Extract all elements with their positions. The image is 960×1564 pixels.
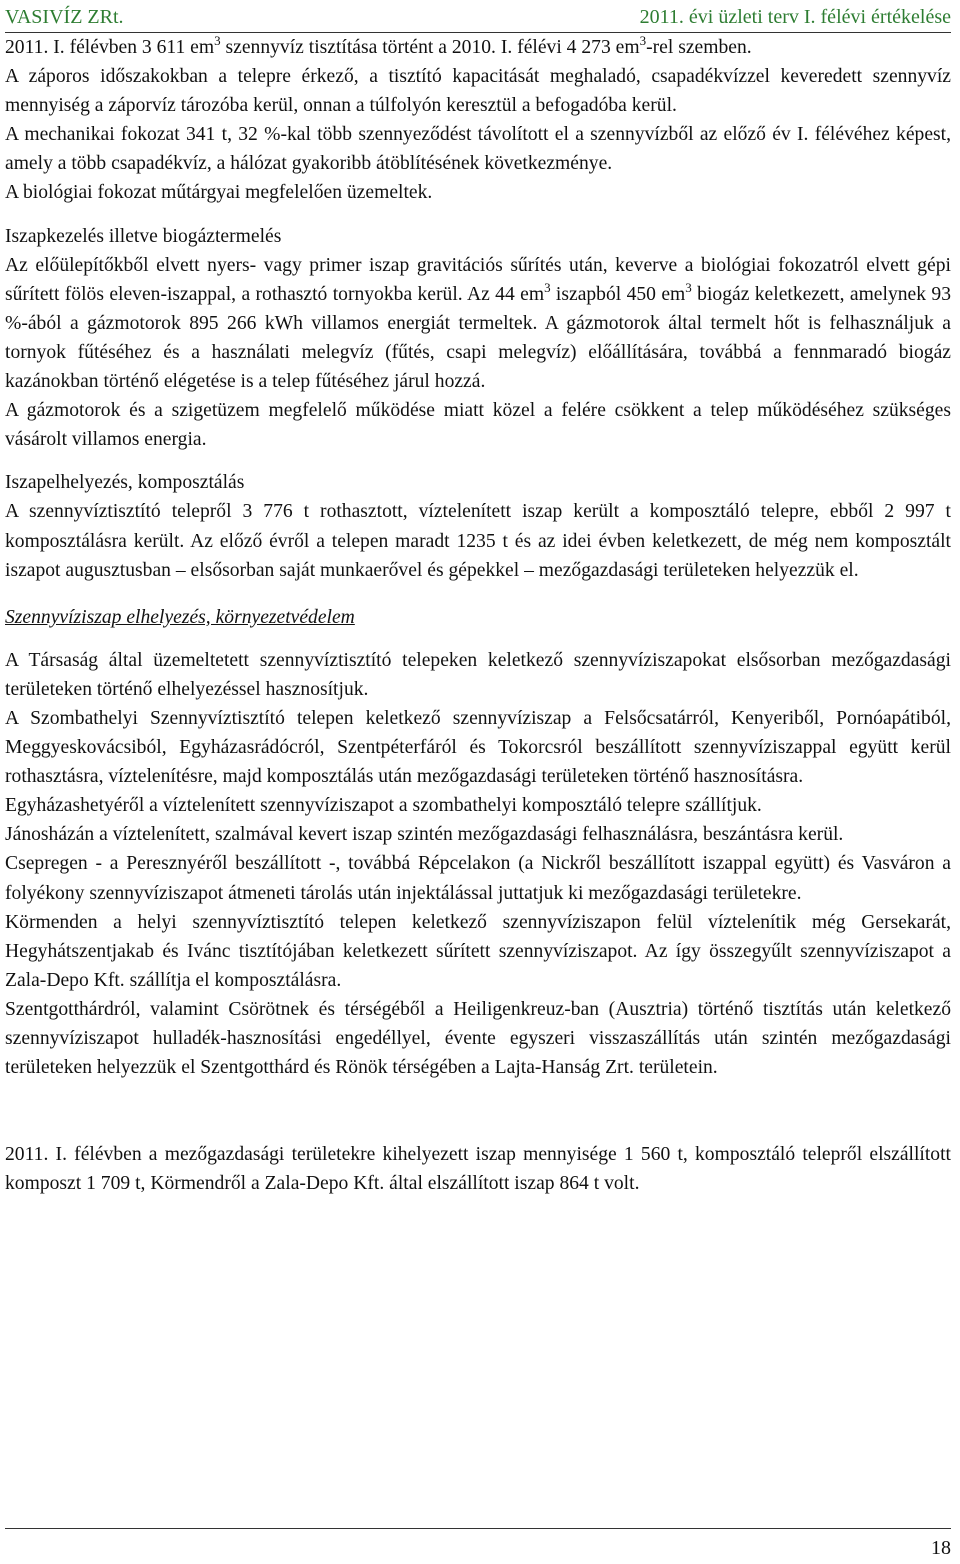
env-paragraph: Jánosházán a víztelenített, szalmával kevert iszap szintén mezőgazdasági felhasználásra, beszántásra kerül. (5, 824, 844, 846)
env-paragraph: Szentgotthárdról, valamint Csörötnek és térségéből a Heiligenkreuz-ban (Ausztria) történő tisztítás után keletkező szennyvíziszapot hulladék-hasznosítási engedéllyel, évente egyszeri visszaszállítás után szintén mezőgazdasági területeken helyezzük el Szentgotthárd és Rönök térségében a Lajta-Hanság Zrt. területein. (5, 998, 951, 1079)
sludge-section-heading: Iszapkezelés illetve biogáztermelés (5, 225, 282, 247)
compost-paragraph: A szennyvíztisztító telepről 3 776 t rothasztott, víztelenített iszap került a komposztáló telepre, ebből 2 997 t komposztálásra került. Az előző évről a telepen maradt 1235 t és az idei évben keletkezett, de még nem komposztált iszapot augusztusban – elsősorban saját munkaerővel és gépekkel – mezőgazdasági területeken helyezzük el. (5, 501, 951, 581)
document-body (5, 33, 951, 1198)
mechanical-stage-paragraph: A mechanikai fokozat 341 t, 32 %-kal több szennyeződést távolított el a szennyvízből az előző év I. félévéhez képest, amely a több csapadékvíz, a hálózat gyakoribb átöblítésének következménye. (5, 124, 951, 175)
env-paragraph: A Társaság által üzemeltetett szennyvíztisztító telepeken keletkező szennyvíziszapokat elsősorban mezőgazdasági területeken történő elhelyezéssel hasznosítjuk. (5, 649, 951, 700)
env-paragraph: Csepregen - a Peresznyéről beszállított -, továbbá Répcelakon (a Nickről beszállított iszappal együtt) és Vasváron a folyékony szennyvíziszapot átmeneti tárolás után injektálással juttatjuk ki mezőgazdasági területekre. (5, 853, 951, 904)
env-paragraph: A Szombathelyi Szennyvíztisztító telepen keletkező szennyvíziszap a Felsőcsatárról, Kenyeriből, Pornóapátiból, Meggyeskovácsiból, Egyházasrádócról, Szentpéterfáról és Tokorcsról beszállított szennyvíziszappal együtt kerül rothasztásra, víztelenítésre, majd komposztálás után mezőgazdasági területeken történő hasznosításra. (5, 707, 951, 788)
header-report-title: 2011. évi üzleti terv I. félévi értékelése (639, 6, 951, 28)
page-number: 18 (931, 1537, 951, 1559)
gas-engine-paragraph: A gázmotorok és a szigetüzem megfelelő működése miatt közel a felére csökkent a telep működéséhez szükséges vásárolt villamos energia. (5, 400, 951, 451)
wastewater-volume-paragraph: 2011. I. félévben 3 611 $em^3$ szennyvíz tisztítása történt a 2010. I. félévi 4 273 $em^3$-rel szemben. (5, 33, 752, 58)
footer-rule (5, 1528, 951, 1529)
storm-period-paragraph: A záporos időszakokban a telepre érkező, a tisztító kapacitását meghaladó, csapadékvízzel keveredett szennyvíz mennyiség a záporvíz tározóba kerül, onnan a túlfolyón keresztül a befogadóba kerül. (5, 66, 951, 117)
compost-section-heading: Iszapelhelyezés, komposztálás (5, 472, 245, 494)
summary-paragraph: 2011. I. félévben a mezőgazdasági területekre kihelyezett iszap mennyisége 1 560 t, komposztáló telepről elszállított komposzt 1 709 t, Körmendről a Zala-Depo Kft. által elszállított iszap 864 t volt. (5, 1144, 951, 1195)
env-paragraph: Egyházashetyéről a víztelenített szennyvíziszapot a szombathelyi komposztáló telepre szállítjuk. (5, 795, 762, 817)
environment-section-heading: Szennyvíziszap elhelyezés, környezetvédelem (5, 606, 355, 628)
biological-stage-paragraph: A biológiai fokozat műtárgyai megfelelően üzemeltek. (5, 182, 433, 204)
env-paragraph: Körmenden a helyi szennyvíztisztító telepen keletkező szennyvíziszapon felül víztelenítik még Gersekarát, Hegyhátszentjakab és Ivánc tisztítójában keletkezett sűrített szennyvíziszapot. Az így összegyűlt szennyvíziszapot a Zala-Depo Kft. szállítja el komposztálásra. (5, 911, 951, 991)
page-header (5, 2, 951, 33)
sludge-treatment-paragraph: Az előülepítőkből elvett nyers- vagy primer iszap gravitációs sűrítés után, keverve a biológiai fokozatról elvett gépi sűrített fölös eleven-iszappal, a rothasztó tornyokba kerül. Az 44 $em^3$ iszapból 450 $em^3$ biogáz keletkezett, amelynek 93 %-ából a gázmotorok 895 266 kWh villamos energiát termeltek. A gázmotorok által termelt hőt is felhasználjuk a tornyok fűtéséhez és a használati melegvíz (fűtés, csapi melegvíz) előállítására, továbbá a fennmaradó biogáz kazánokban történő elégetése is a telep fűtéséhez járul hozzá. (5, 254, 951, 393)
header-company: VASIVÍZ ZRt. (5, 6, 124, 28)
